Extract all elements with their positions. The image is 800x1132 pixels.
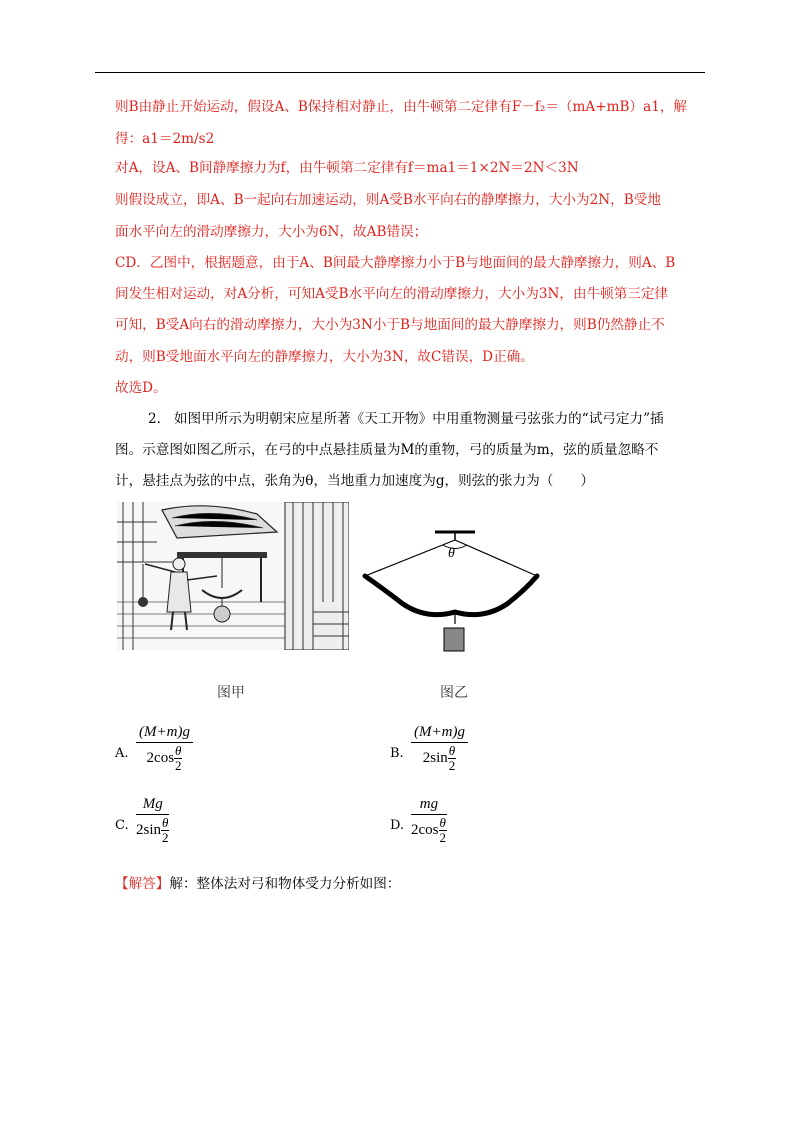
option-b-numerator: (M+m)g (411, 724, 468, 743)
woodcut-illustration (117, 502, 349, 650)
option-a-label[interactable]: A. (115, 746, 129, 761)
option-b-label[interactable]: B. (390, 746, 404, 761)
option-a-formula[interactable] (136, 724, 193, 773)
solution-line-2: 得：a1＝2m/s2 (115, 131, 215, 147)
answer-tag: 【解答】 (115, 876, 170, 892)
question-number: 2. (148, 411, 161, 427)
theta-label: θ (448, 546, 455, 561)
answer-line (115, 872, 400, 892)
answer-text: 解：整体法对弓和物体受力分析如图： (169, 876, 401, 892)
solution-line-1: 则B由静止开始运动，假设A、B保持相对静止，由牛顿第二定律有F－f₂＝（mA+mB）a1，解 (115, 99, 688, 115)
caption-figure-yi: 图乙 (440, 685, 468, 701)
solution-line-8: 可知，B受A向右的滑动摩擦力，大小为3N小于B与地面间的最大静摩擦力，则B仍然静止不 (115, 317, 665, 333)
option-a-numerator: (M+m)g (136, 724, 193, 743)
option-d-label[interactable]: D. (390, 818, 405, 833)
bow-schematic-diagram (355, 520, 555, 660)
question-line-3: 计，悬挂点为弦的中点，张角为θ，当地重力加速度为g，则弦的张力为（ ） (115, 473, 595, 489)
option-c-numerator: Mg (136, 796, 169, 815)
option-d-denominator: 2cos $\frac{\theta}{2}$ (411, 815, 446, 845)
option-d-formula[interactable] (411, 796, 447, 845)
solution-line-9: 动，则B受地面水平向左的静摩擦力，大小为3N，故C错误，D正确。 (115, 349, 534, 365)
question-text-1: 如图甲所示为明朝宋应星所著《天工开物》中用重物测量弓弦张力的“试弓定力”插 (173, 411, 664, 427)
solution-line-6: CD．乙图中，根据题意，由于A、B间最大静摩擦力小于B与地面间的最大静摩擦力，则A、B (115, 255, 676, 271)
option-b-formula[interactable] (411, 724, 468, 773)
solution-line-10: 故选D。 (115, 380, 167, 396)
option-b-denominator: 2sin $\frac{\theta}{2}$ (422, 743, 456, 773)
solution-line-7: 间发生相对运动，对A分析，可知A受B水平向左的滑动摩擦力，大小为3N，由牛顿第三定律 (115, 286, 669, 302)
solution-line-5: 面水平向左的滑动摩擦力，大小为6N，故AB错误； (115, 224, 428, 240)
option-c-formula[interactable] (136, 796, 169, 845)
header-rule (95, 72, 705, 73)
solution-line-4: 则假设成立，即A、B一起向右加速运动，则A受B水平向右的静摩擦力，大小为2N，B受地 (115, 192, 661, 208)
solution-line-3: 对A，设A、B间静摩擦力为f，由牛顿第二定律有f＝ma1＝1×2N＝2N＜3N (115, 160, 579, 176)
question-line-2: 图。示意图如图乙所示，在弓的中点悬挂质量为M的重物，弓的质量为m，弦的质量忽略不 (115, 442, 659, 458)
option-c-label[interactable]: C. (115, 818, 129, 833)
question-line-1 (148, 409, 664, 429)
option-d-numerator: mg (411, 796, 447, 815)
option-c-denominator: 2sin $\frac{\theta}{2}$ (136, 815, 169, 845)
option-a-denominator: 2cos $\frac{\theta}{2}$ (146, 743, 182, 773)
caption-figure-jia: 图甲 (217, 685, 245, 701)
